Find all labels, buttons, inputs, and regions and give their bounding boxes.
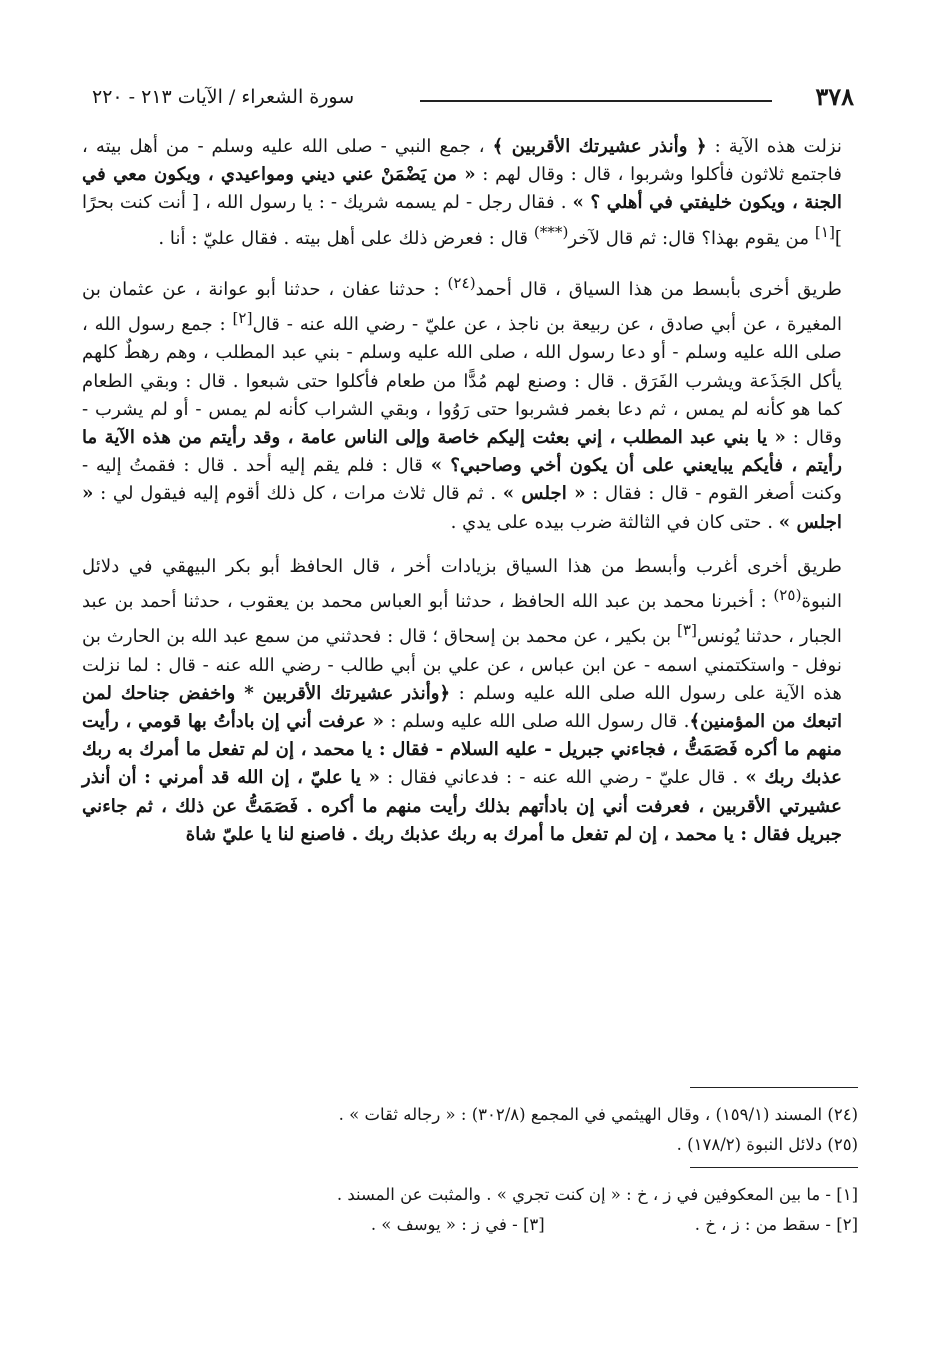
footnote-marker: [٣] xyxy=(676,621,697,640)
quoted-text: « اجلس » xyxy=(82,483,842,533)
footnote-separator xyxy=(690,1087,858,1088)
variant-note-1: [١] - ما بين المعكوفين في ز ، خ : « إن كنت تجري » . والمثبت عن المسند . xyxy=(336,1185,858,1204)
quoted-text: « يا عليّ ، إن الله قد أمرني : أن أنذر عشيرتي الأقربين ، فعرفت أني إن بادأتهم بذلك رأيت منهم ما أكره . فَصَمَتُّ عن ذلك ، ثم جاءني جبريل فقال : يا محمد ، إن لم تفعل ما أمرك به ربك عذبك ربك . فاصنع لنا يا عليّ شاة xyxy=(82,767,842,845)
text-run: . قال عليّ - رضي الله عنه - : فدعاني فقال : xyxy=(379,767,746,789)
text-run: : أخبرنا محمد بن عبد الله الحافظ ، حدثنا أبو العباس محمد بن يعقوب ، حدثنا أحمد بن عبد الجبار ، حدثنا يُونس xyxy=(82,591,842,648)
quoted-text: « من يَضْمَنْ عني ديني ومواعيدي ، ويكون معي في الجنة ، ويكون خليفتي في أهلي ؟ » xyxy=(82,164,842,214)
running-header xyxy=(92,80,854,114)
variant-note-3: [٣] - في ز : « يوسف » . xyxy=(370,1215,545,1234)
text-run: بن بكير ، عن محمد بن إسحاق ؛ قال : فحدثني من سمع عبد الله بن الحارث بن نوفل - واستكتمني اسمه - عن ابن عباس ، عن علي بن أبي طالب - رضي الله عنه - قال : لما نزلت هذه الآية على رسول الله صلى الله عليه وسلم : xyxy=(82,626,842,704)
page-number: ٣٧٨ xyxy=(815,82,854,111)
quoted-text: ﴿ وأنذر عشيرتك الأقربين ﴾ xyxy=(492,136,707,157)
body-text xyxy=(82,133,842,865)
text-run: : حدثنا عفان ، حدثنا أبو عوانة ، عن عثمان بن المغيرة ، عن أبي صادق ، عن ربيعة بن ناجذ ، عن عليّ - رضي الله عنه - قال xyxy=(82,278,842,336)
text-run: . حتى كان في الثالثة ضرب بيده على يدي . xyxy=(450,511,779,533)
body-paragraph xyxy=(82,269,842,537)
variant-note-2: [٢] - سقط من : ز ، خ . xyxy=(694,1215,858,1234)
text-run: . قال رسول الله صلى الله عليه وسلم : xyxy=(384,710,690,732)
text-run: طريق أخرى أغرب وأبسط من هذا السياق بزيادات أخر ، قال الحافظ أبو بكر البيهقي في دلائل النبوة xyxy=(82,555,842,613)
text-run: . ثم قال ثلاث مرات ، كل ذلك أقوم إليه فيقول لي : xyxy=(93,483,503,505)
source-footnotes xyxy=(98,1100,858,1160)
text-run: قال : فعرض ذلك على أهل بيته . فقال عليّ : أنا . xyxy=(158,227,534,249)
text-run: ، جمع النبي - صلى الله عليه وسلم - من أهل بيته ، فاجتمع ثلاثون فأكلوا وشربوا ، قال : وقال لهم : xyxy=(82,136,842,186)
quoted-text: « يا بني عبد المطلب ، إني بعثت إليكم خاصة وإلى الناس عامة ، وقد رأيتم من هذه الآية ما رأيتم ، فأيكم يبايعني على أن يكون أخي وصاحبي؟ » xyxy=(82,427,842,477)
quoted-text: ﴿وأنذر عشيرتك الأقربين * واخفض جناحك لمن اتبعك من المؤمنين﴾ xyxy=(82,682,842,732)
footnote-marker: [١] xyxy=(814,222,835,241)
footnote-marker: (٢٥) xyxy=(773,586,802,605)
footnote-marker: (٢٤) xyxy=(447,273,476,292)
body-paragraph xyxy=(82,553,842,849)
body-paragraph xyxy=(82,133,842,253)
quoted-text: « عرفت أني إن بادأتُ بها قومي ، رأيت منهم ما أكره فَصَمَتُّ ، فجاءني جبريل - عليه السلام - فقال : يا محمد ، إن لم تفعل ما أمرك به ربك عذبك ربك » xyxy=(82,710,842,789)
variant-notes-row xyxy=(98,1210,858,1240)
text-run: من يقوم بهذا؟ قال: ثم قال لآخر xyxy=(568,227,815,249)
surah-title: سورة الشعراء / الآيات ٢١٣ - ٢٢٠ xyxy=(92,86,355,108)
text-run: . فقال رجل - لم يسمه شريك - : يا رسول الله ، [ أنت كنت بحرًا ] xyxy=(82,192,842,249)
header-rule xyxy=(420,100,772,102)
variant-separator xyxy=(690,1167,858,1168)
text-run: طريق أخرى بأبسط من هذا السياق ، قال أحمد xyxy=(475,278,842,300)
variant-footnotes xyxy=(98,1180,858,1240)
text-run: قال : فلم يقم إليه أحد . قال : فقمتُ إليه - وكنت أصغر القوم - قال : فقال : xyxy=(82,455,843,505)
footnote-marker: [٢] xyxy=(232,309,253,328)
text-run: : جمع رسول الله ، صلى الله عليه وسلم - أو دعا رسول الله ، صلى الله عليه وسلم - بني عبد المطلب ، وهم رهطٌ كلهم يأكل الجَذَعة ويشرب الفَرَق . قال : وصنع لهم مُدًّا من طعام فأكلوا حتى شبعوا . قال : وبقي الطعام كما هو كأنه لم يمس ، ثم دعا بغمر فشربوا حتى رَوُوا ، وبقي الشراب كأنه لم يمس - أو لم يشرب - وقال : xyxy=(82,314,842,449)
text-run: نزلت هذه الآية : xyxy=(706,136,842,157)
footnote-24: (٢٤) المسند (١٥٩/١) ، وقال الهيثمي في المجمع (٣٠٢/٨) : « رجاله ثقات » . xyxy=(338,1105,858,1124)
footnote-marker: (***) xyxy=(533,222,569,241)
quoted-text: « اجلس » xyxy=(502,483,586,505)
footnote-25: (٢٥) دلائل النبوة (١٧٨/٢) . xyxy=(676,1135,858,1154)
